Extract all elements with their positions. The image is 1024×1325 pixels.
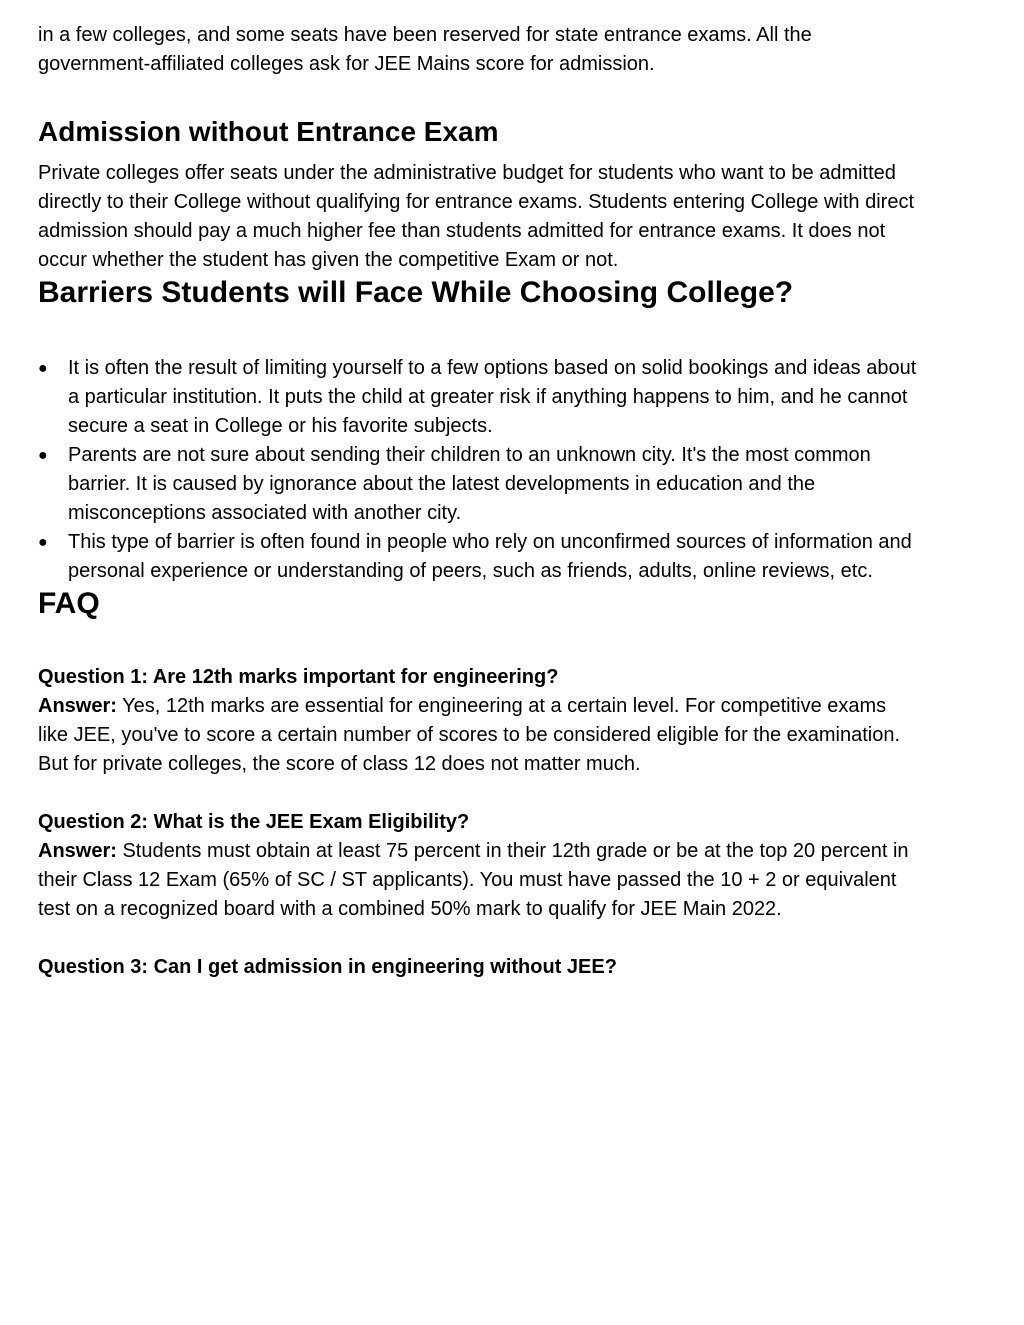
admission-paragraph: Private colleges offer seats under the administrative budget for students who want to be admitted directly to their College without qualifying for entrance exams. Students entering College with direct admission should pay a much higher fee than students admitted for entrance exams. It does not occur whether the student has given the competitive Exam or not. [38,162,915,271]
answer-label: Answer: [38,840,117,862]
faq-answer [38,692,918,779]
list-item [38,528,918,586]
bullet-icon: ● [38,447,48,464]
faq-answer-text: Students must obtain at least 75 percent in their 12th grade or be at the top 20 percent in their Class 12 Exam (65% of SC / ST applicants). You must have passed the 10 + 2 or equivalent test on a recognized board with a combined 50% mark to qualify for JEE Main 2022. [38,840,909,920]
list-item-text: This type of barrier is often found in people who rely on unconfirmed sources of information and personal experience or understanding of peers, such as friends, adults, online reviews, etc. [68,531,912,582]
barriers-list [38,354,918,586]
barriers-section [38,275,918,586]
list-item [38,354,918,441]
intro-paragraph: in a few colleges, and some seats have been reserved for state entrance exams. All the government-affiliated colleges ask for JEE Mains score for admission. [38,24,812,75]
document-page [38,0,918,982]
faq-item [38,663,918,779]
list-item-text: Parents are not sure about sending their children to an unknown city. It's the most common barrier. It is caused by ignorance about the latest developments in education and the misconceptions associated with another city. [68,444,871,524]
faq-list [38,663,918,982]
admission-section [38,115,918,275]
bullet-icon: ● [38,534,48,551]
faq-question: Question 3: Can I get admission in engineering without JEE? [38,956,617,978]
list-item [38,441,918,528]
faq-answer [38,837,918,924]
faq-item [38,808,918,924]
admission-heading: Admission without Entrance Exam [38,116,499,147]
faq-question: Question 2: What is the JEE Exam Eligibility? [38,811,470,833]
bullet-icon: ● [38,360,48,377]
faq-section [38,586,918,982]
faq-heading: FAQ [38,587,100,620]
list-item-text: It is often the result of limiting yourself to a few options based on solid bookings and ideas about a particular institution. It puts the child at greater risk if anything happens to him, and he cannot secure a seat in College or his favorite subjects. [68,357,917,437]
faq-answer-text: Yes, 12th marks are essential for engineering at a certain level. For competitive exams like JEE, you've to score a certain number of scores to be considered eligible for the examination. But for private colleges, the score of class 12 does not matter much. [38,695,901,775]
barriers-heading: Barriers Students will Face While Choosing College? [38,276,794,309]
answer-label: Answer: [38,695,117,717]
faq-item [38,953,918,982]
faq-question: Question 1: Are 12th marks important for engineering? [38,666,559,688]
